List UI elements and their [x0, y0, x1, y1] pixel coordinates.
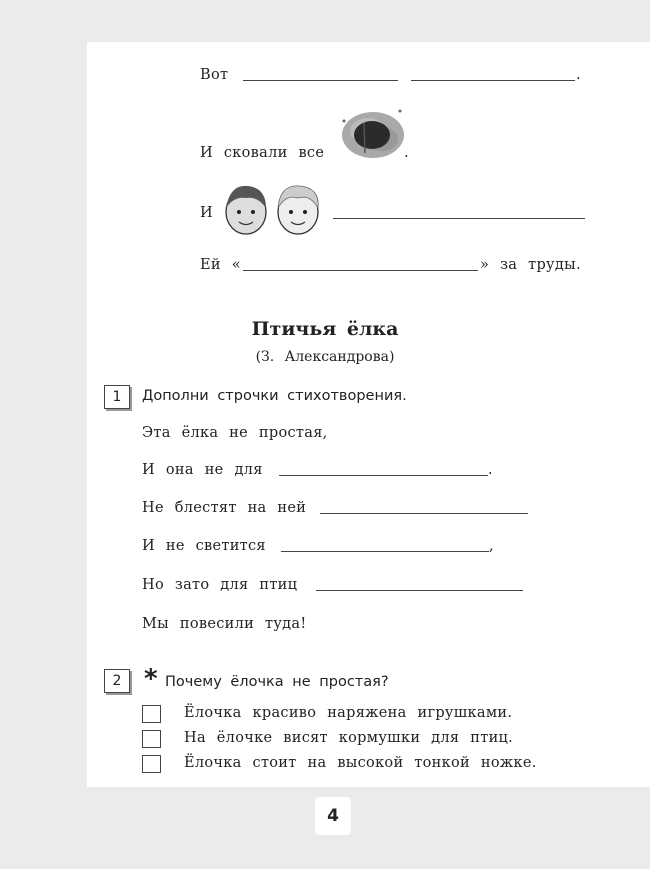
frozen-pond-image: [340, 105, 406, 160]
option-label: Ёлочка красиво наряжена игрушками.: [184, 705, 513, 721]
answer-blank[interactable]: [411, 80, 575, 81]
option-checkbox[interactable]: [142, 730, 161, 748]
poem-line-end: .: [488, 462, 493, 478]
poem-line-3-start: И: [200, 205, 213, 221]
poem-line-2-end: .: [404, 145, 409, 161]
answer-blank[interactable]: [243, 80, 398, 81]
poem-line: Эта ёлка не простая,: [142, 425, 328, 441]
poem-line: И не светится: [142, 538, 266, 554]
poem-line: И она не для: [142, 462, 263, 478]
page-title: Птичья ёлка: [251, 318, 399, 340]
option-checkbox[interactable]: [142, 705, 161, 723]
task-number-badge: 2: [104, 669, 130, 693]
author: (З. Александрова): [255, 349, 395, 365]
poem-line-4-end: » за труды.: [480, 257, 581, 273]
option-checkbox[interactable]: [142, 755, 161, 773]
page-number: 4: [315, 797, 351, 835]
option-label: На ёлочке висят кормушки для птиц.: [184, 730, 514, 746]
poem-line-1-start: Вот: [200, 67, 229, 83]
poem-line: Мы повесили туда!: [142, 616, 307, 632]
poem-line-1-end: .: [576, 67, 581, 83]
task-instruction: Дополни строчки стихотворения.: [142, 388, 407, 404]
option-label: Ёлочка стоит на высокой тонкой ножке.: [184, 755, 537, 771]
two-boys-faces-image: [222, 182, 322, 236]
answer-blank[interactable]: [279, 475, 488, 476]
poem-line-4-start: Ей «: [200, 257, 241, 273]
task-question: Почему ёлочка не простая?: [165, 674, 389, 690]
answer-blank[interactable]: [243, 270, 478, 271]
answer-blank[interactable]: [320, 513, 528, 514]
poem-line: Но зато для птиц: [142, 577, 298, 593]
poem-line-end: ,: [489, 538, 494, 554]
answer-blank[interactable]: [316, 590, 523, 591]
star-icon: *: [144, 664, 158, 694]
answer-blank[interactable]: [333, 218, 585, 219]
task-number-badge: 1: [104, 385, 130, 409]
poem-line-2-start: И сковали все: [200, 145, 325, 161]
answer-blank[interactable]: [281, 551, 489, 552]
poem-line: Не блестят на ней: [142, 500, 307, 516]
